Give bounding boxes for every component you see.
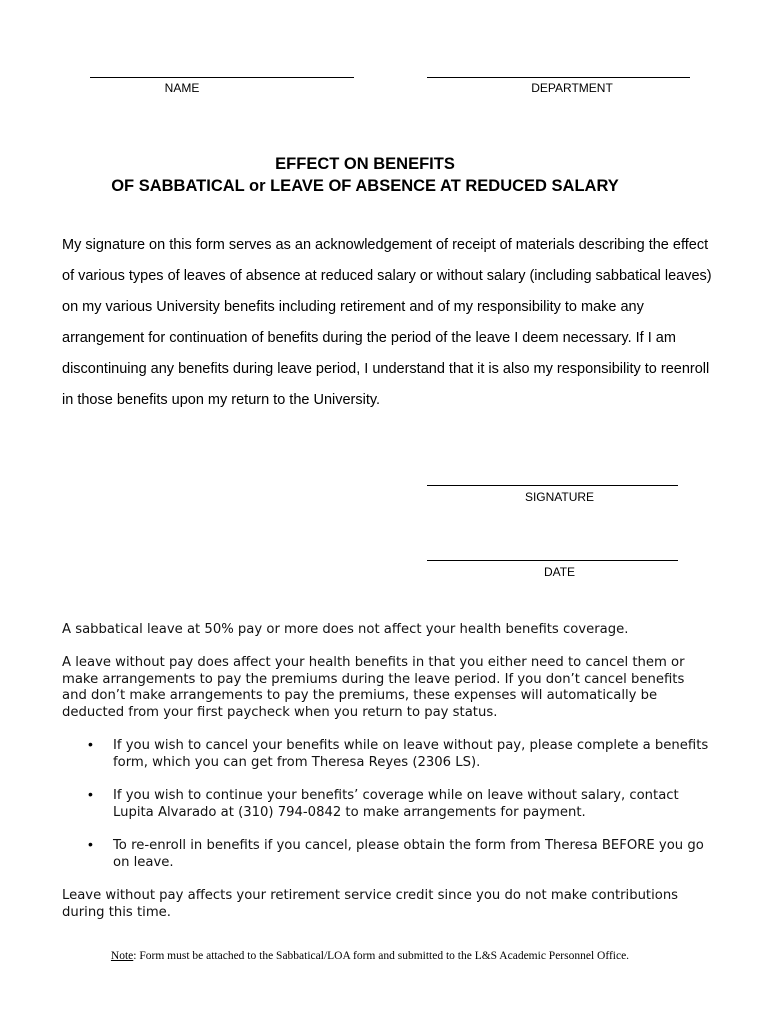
department-line[interactable] <box>427 77 690 78</box>
date-line[interactable] <box>427 560 678 561</box>
info-paragraph-3: Leave without pay affects your retirement service credit since you do not make contributions during this time. <box>62 888 679 920</box>
note-text: : Form must be attached to the Sabbatical/LOA form and submitted to the L&S Academic Personnel Office. <box>133 950 630 962</box>
name-line[interactable] <box>90 77 354 78</box>
department-label: DEPARTMENT <box>531 81 613 95</box>
footer-note <box>0 950 740 962</box>
bullet-1-text: If you wish to cancel your benefits while on leave without pay, please complete a benefits form, which you can get from Theresa Reyes (2306 LS). <box>113 738 709 770</box>
name-label: NAME <box>164 81 200 95</box>
bullet-3-marker: • <box>88 836 93 852</box>
note-label: Note <box>110 950 134 962</box>
bullet-2-text: If you wish to continue your benefits’ coverage while on leave without salary, contact Lupita Alvarado at (310) 794-0842 to make arrangements for payment. <box>113 788 679 820</box>
signature-line[interactable] <box>427 485 678 486</box>
date-label: DATE <box>543 565 576 579</box>
bullet-1-marker: • <box>88 736 93 752</box>
acknowledgement-paragraph: My signature on this form serves as an acknowledgement of receipt of materials describing the effect of various types of leaves of absence at reduced salary or without salary (including sabbatical leaves) on my various University benefits including retirement and of my responsibility to make any arrangement for continuation of benefits during the period of the leave I deem necessary. If I am discontinuing any benefits during leave period, I understand that it is also my responsibility to reenroll in those benefits upon my return to the University. <box>62 237 712 408</box>
title-line-2: OF SABBATICAL or LEAVE OF ABSENCE AT REDUCED SALARY <box>111 177 619 195</box>
bullet-2-marker: • <box>88 786 93 802</box>
signature-label: SIGNATURE <box>524 490 595 504</box>
info-paragraph-2: A leave without pay does affect your health benefits in that you either need to cancel them or make arrangements to pay the premiums during the leave period. If you don’t cancel benefits and don’t make arrangements to pay the premiums, these expenses will automatically be deducted from your first paycheck when you return to pay status. <box>62 655 685 720</box>
bullet-3-text: To re-enroll in benefits if you cancel, please obtain the form from Theresa BEFORE you go on leave. <box>113 838 704 870</box>
info-paragraph-1: A sabbatical leave at 50% pay or more does not affect your health benefits coverage. <box>62 622 629 637</box>
title-line-1: EFFECT ON BENEFITS <box>275 155 455 173</box>
